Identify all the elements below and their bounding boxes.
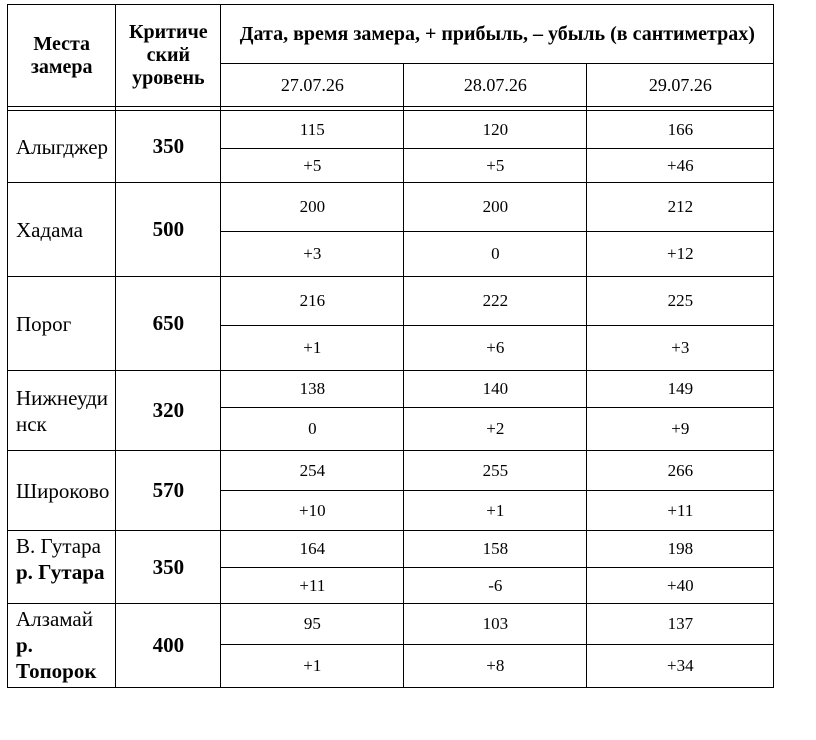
change-cell: +5 bbox=[404, 149, 587, 183]
place-name: Широково bbox=[16, 478, 110, 503]
place-name: Алыгджер bbox=[16, 134, 109, 159]
level-cell: 140 bbox=[404, 371, 587, 408]
change-cell: +40 bbox=[587, 568, 774, 604]
level-cell: 200 bbox=[404, 183, 587, 232]
water-level-table bbox=[7, 4, 774, 688]
header-date: 28.07.26 bbox=[404, 64, 587, 107]
place-name: Алзамай bbox=[16, 607, 93, 631]
level-cell: 115 bbox=[221, 111, 404, 149]
critical-level-cell: 500 bbox=[116, 183, 221, 277]
critical-level-cell: 570 bbox=[116, 451, 221, 531]
place-cell bbox=[8, 111, 116, 183]
change-cell: +46 bbox=[587, 149, 774, 183]
table-body bbox=[8, 111, 774, 688]
table-row bbox=[8, 604, 774, 645]
critical-level-cell: 650 bbox=[116, 277, 221, 371]
level-cell: 120 bbox=[404, 111, 587, 149]
change-cell: +10 bbox=[221, 491, 404, 531]
place-name: Нижнеуди нск bbox=[16, 385, 109, 436]
level-cell: 216 bbox=[221, 277, 404, 326]
header-date: 27.07.26 bbox=[221, 64, 404, 107]
level-cell: 166 bbox=[587, 111, 774, 149]
level-cell: 198 bbox=[587, 531, 774, 568]
header-place: Места замера bbox=[8, 5, 116, 107]
header-row bbox=[8, 5, 774, 64]
river-name: р. Топорок bbox=[16, 633, 97, 683]
river-name: р. Гутара bbox=[16, 560, 105, 584]
level-cell: 138 bbox=[221, 371, 404, 408]
place-cell bbox=[8, 531, 116, 604]
change-cell: 0 bbox=[221, 408, 404, 451]
change-cell: +11 bbox=[221, 568, 404, 604]
change-cell: +1 bbox=[404, 491, 587, 531]
change-cell: +34 bbox=[587, 645, 774, 688]
place-cell bbox=[8, 604, 116, 688]
header-date: 29.07.26 bbox=[587, 64, 774, 107]
level-cell: 254 bbox=[221, 451, 404, 491]
level-cell: 200 bbox=[221, 183, 404, 232]
table-row bbox=[8, 111, 774, 149]
critical-level-cell: 350 bbox=[116, 531, 221, 604]
table-row bbox=[8, 531, 774, 568]
place-name: В. Гутара bbox=[16, 534, 101, 558]
header-critical-level: Критиче ский уровень bbox=[116, 5, 221, 107]
level-cell: 95 bbox=[221, 604, 404, 645]
level-cell: 212 bbox=[587, 183, 774, 232]
table-row bbox=[8, 277, 774, 326]
level-cell: 158 bbox=[404, 531, 587, 568]
place-name: Хадама bbox=[16, 217, 83, 242]
level-cell: 222 bbox=[404, 277, 587, 326]
change-cell: +12 bbox=[587, 232, 774, 277]
level-cell: 266 bbox=[587, 451, 774, 491]
change-cell: +11 bbox=[587, 491, 774, 531]
place-name: Порог bbox=[16, 311, 72, 336]
place-cell bbox=[8, 277, 116, 371]
change-cell: +2 bbox=[404, 408, 587, 451]
critical-level-cell: 350 bbox=[116, 111, 221, 183]
change-cell: +8 bbox=[404, 645, 587, 688]
place-cell bbox=[8, 183, 116, 277]
change-cell: 0 bbox=[404, 232, 587, 277]
table-row bbox=[8, 371, 774, 408]
critical-level-cell: 400 bbox=[116, 604, 221, 688]
change-cell: +3 bbox=[587, 326, 774, 371]
change-cell: +1 bbox=[221, 326, 404, 371]
critical-level-cell: 320 bbox=[116, 371, 221, 451]
header-dates-title: Дата, время замера, + прибыль, – убыль (в сантиметрах) bbox=[221, 5, 774, 64]
place-cell bbox=[8, 451, 116, 531]
table-row bbox=[8, 451, 774, 491]
table-row bbox=[8, 183, 774, 232]
change-cell: +9 bbox=[587, 408, 774, 451]
change-cell: -6 bbox=[404, 568, 587, 604]
level-cell: 149 bbox=[587, 371, 774, 408]
level-cell: 103 bbox=[404, 604, 587, 645]
change-cell: +3 bbox=[221, 232, 404, 277]
change-cell: +1 bbox=[221, 645, 404, 688]
level-cell: 225 bbox=[587, 277, 774, 326]
change-cell: +6 bbox=[404, 326, 587, 371]
level-cell: 164 bbox=[221, 531, 404, 568]
level-cell: 137 bbox=[587, 604, 774, 645]
place-cell bbox=[8, 371, 116, 451]
level-cell: 255 bbox=[404, 451, 587, 491]
change-cell: +5 bbox=[221, 149, 404, 183]
